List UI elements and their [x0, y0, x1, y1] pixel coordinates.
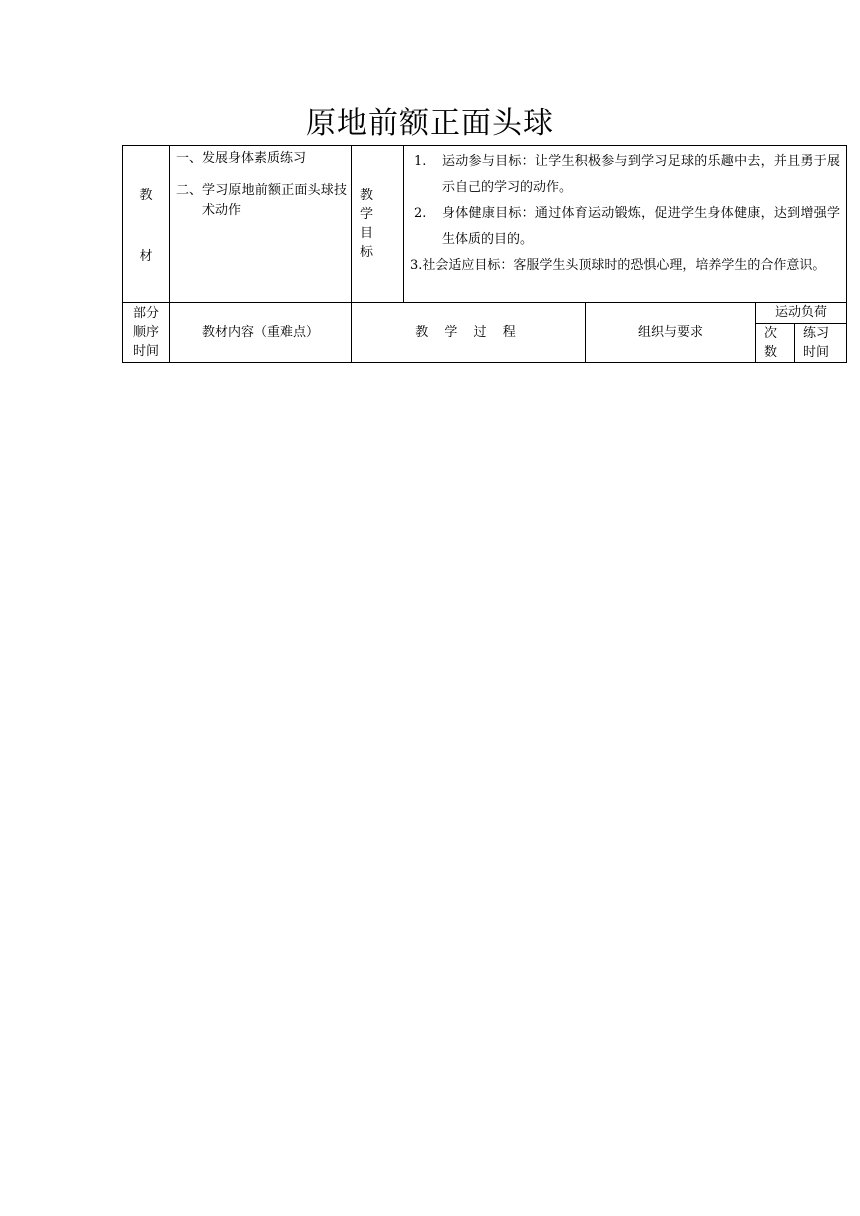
header-line: 练习	[803, 326, 830, 341]
material-item-number: 二、	[176, 183, 203, 198]
material-item	[176, 149, 347, 169]
section-order-time-header	[123, 303, 170, 363]
header-line: 部分	[132, 306, 159, 321]
content-header: 教材内容（重难点）	[170, 303, 352, 363]
material-item-text: 发展身体素质练习	[202, 151, 307, 166]
process-header: 教 学 过 程	[352, 303, 586, 363]
material-item	[176, 181, 347, 221]
lesson-plan-table	[122, 145, 847, 363]
header-line: 时间	[132, 344, 159, 359]
materials-label-cell	[123, 146, 170, 303]
materials-label-char: 教	[139, 188, 153, 203]
goals-label-char: 标	[360, 245, 374, 260]
header-row-top	[123, 303, 847, 324]
material-item-number: 一、	[176, 151, 203, 166]
materials-cell	[170, 146, 352, 303]
header-line: 次	[764, 326, 778, 341]
goals-label-char: 目	[360, 226, 374, 241]
organization-header: 组织与要求	[586, 303, 756, 363]
goal-text: 运动参与目标：让学生积极参与到学习足球的乐趣中去，并且勇于展示自己的学习的动作。	[442, 154, 841, 195]
header-line: 时间	[803, 345, 830, 360]
times-header	[756, 324, 795, 363]
goal-number: 2.	[414, 206, 427, 221]
goals-label-char: 学	[360, 207, 374, 222]
materials-label-char: 材	[139, 249, 153, 264]
goals-label-cell	[352, 146, 404, 303]
material-item-text: 学习原地前额正面头球技术动作	[202, 183, 347, 218]
header-line: 顺序	[132, 325, 159, 340]
practice-time-header	[795, 324, 847, 363]
goal-number: 1.	[414, 154, 427, 169]
header-line: 数	[764, 345, 778, 360]
goal-text: 身体健康目标：通过体育运动锻炼，促进学生身体健康，达到增强学生体质的目的。	[442, 206, 841, 247]
goal-item	[410, 201, 840, 253]
materials-row	[123, 146, 847, 303]
goals-label-char: 教	[360, 188, 374, 203]
goal-item	[410, 149, 840, 201]
goal-item: 3.社会适应目标：客服学生头顶球时的恐惧心理，培养学生的合作意识。	[410, 258, 826, 273]
page-title: 原地前额正面头球	[306, 106, 554, 141]
exercise-load-header: 运动负荷	[756, 303, 847, 324]
goals-cell	[404, 146, 847, 303]
